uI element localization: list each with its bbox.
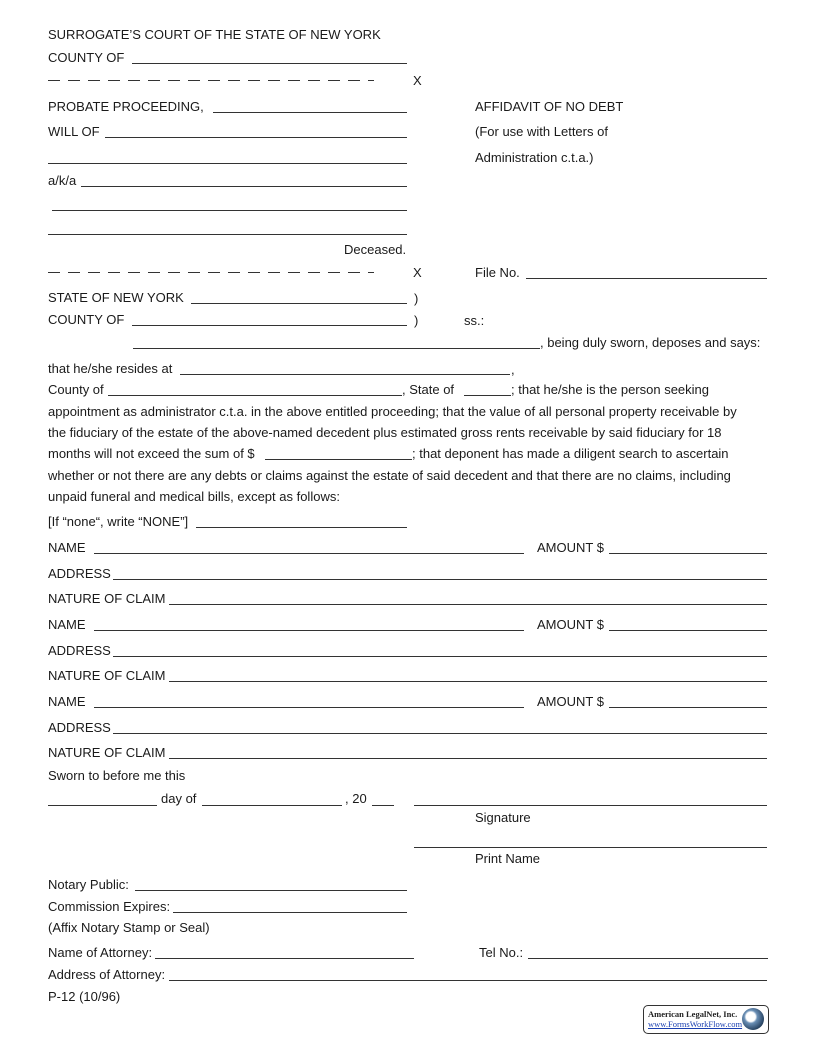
county-of-residence-label: County of [48,382,104,397]
month-field[interactable] [202,791,342,806]
claim-1-name-field[interactable] [94,539,524,554]
claim-1-amount-label: AMOUNT $ [537,540,604,555]
commission-label: Commission Expires: [48,899,171,914]
county-of-residence-field[interactable] [108,381,402,396]
deceased-label: Deceased. [344,242,407,257]
logo-website-link[interactable]: www.FormsWorkFlow.com [648,1019,743,1029]
residence-field[interactable] [180,360,510,375]
aka-field-3[interactable] [48,220,407,235]
months-prefix: months will not exceed the sum of $ [48,446,255,461]
claim-2-address-label: ADDRESS [48,643,111,658]
claim-1-name-label: NAME [48,540,86,555]
venue-county-label: COUNTY OF [48,312,125,327]
seeking-text: ; that he/she is the person seeking [511,382,710,397]
state-of-label: , State of [402,382,455,397]
paragraph-line-6: unpaid funeral and medical bills, except as follows: [48,489,340,504]
venue-county-field[interactable] [132,311,407,326]
document-title: AFFIDAVIT OF NO DEBT [475,99,624,114]
claim-3-address-field[interactable] [113,719,767,734]
logo-company-name: American LegalNet, Inc. [648,1009,738,1019]
commission-field[interactable] [173,898,407,913]
caption-divider-bottom [48,272,413,273]
print-name-label: Print Name [475,851,541,866]
tel-label: Tel No.: [479,945,524,960]
claim-3-address-label: ADDRESS [48,720,111,735]
file-no-field[interactable] [526,264,767,279]
aka-label: a/k/a [48,173,77,188]
county-of-field[interactable] [132,49,407,64]
attorney-name-label: Name of Attorney: [48,945,153,960]
probate-label: PROBATE PROCEEDING, [48,99,204,114]
year-prefix: , 20 [345,791,367,806]
sworn-label: Sworn to before me this [48,768,186,783]
claim-2-name-field[interactable] [94,616,524,631]
claim-2-nature-label: NATURE OF CLAIM [48,668,166,683]
deponent-name-field[interactable] [133,334,540,349]
signature-field[interactable] [414,791,767,806]
venue-paren-1: ) [414,291,419,306]
publisher-logo[interactable] [643,1005,769,1034]
claim-3-nature-label: NATURE OF CLAIM [48,745,166,760]
claim-2-address-field[interactable] [113,642,767,657]
aka-field-2[interactable] [52,196,407,211]
year-field[interactable] [372,791,394,806]
affix-label: (Affix Notary Stamp or Seal) [48,920,210,935]
claim-2-name-label: NAME [48,617,86,632]
document-subtitle-2: Administration c.t.a.) [475,150,594,165]
claim-3-name-label: NAME [48,694,86,709]
claim-3-name-field[interactable] [94,693,524,708]
will-of-label: WILL OF [48,124,100,139]
will-of-field[interactable] [105,123,407,138]
day-field[interactable] [48,791,157,806]
venue-paren-2: ) [414,313,419,328]
caption-divider-top [48,80,413,81]
venue-state-field[interactable] [191,289,407,304]
paragraph-line-3: the fiduciary of the estate of the above-named decedent plus estimated gross rents receivable by said fiduciary for 18 [48,425,722,440]
attorney-name-field[interactable] [155,944,414,959]
document-subtitle-1: (For use with Letters of [475,124,608,139]
sum-field[interactable] [265,445,412,460]
will-of-field-2[interactable] [48,149,407,164]
claim-2-nature-field[interactable] [169,667,767,682]
file-no-label: File No. [475,265,520,280]
aka-field[interactable] [81,172,407,187]
claim-2-amount-label: AMOUNT $ [537,617,604,632]
globe-icon [742,1008,764,1030]
probate-field[interactable] [213,98,407,113]
state-of-field[interactable] [464,381,511,396]
paragraph-line-5: whether or not there are any debts or claims against the estate of said decedent and that there are no claims, including [48,468,731,483]
attorney-address-field[interactable] [169,966,767,981]
if-none-field[interactable] [196,513,407,528]
claim-3-amount-field[interactable] [609,693,767,708]
if-none-label: [If “none“, write “NONE”] [48,514,189,529]
day-of-label: day of [161,791,197,806]
claim-3-nature-field[interactable] [169,744,767,759]
claim-1-amount-field[interactable] [609,539,767,554]
claim-2-amount-field[interactable] [609,616,767,631]
notary-public-field[interactable] [135,876,407,891]
court-title: SURROGATE’S COURT OF THE STATE OF NEW YORK [48,27,381,42]
county-of-label: COUNTY OF [48,50,125,65]
venue-state-label: STATE OF NEW YORK [48,290,184,305]
claim-1-nature-field[interactable] [169,590,767,605]
sworn-suffix: , being duly sworn, deposes and says: [540,335,761,350]
caption-x-top: X [413,73,422,88]
signature-label: Signature [475,810,531,825]
ss-label: ss.: [464,313,485,328]
caption-x-bottom: X [413,265,422,280]
form-code: P-12 (10/96) [48,989,121,1004]
claim-1-nature-label: NATURE OF CLAIM [48,591,166,606]
claim-1-address-label: ADDRESS [48,566,111,581]
claim-3-amount-label: AMOUNT $ [537,694,604,709]
residence-comma: , [511,362,515,377]
attorney-address-label: Address of Attorney: [48,967,166,982]
print-name-field[interactable] [414,833,767,848]
resides-label: that he/she resides at [48,361,173,376]
months-suffix: ; that deponent has made a diligent search to ascertain [412,446,729,461]
paragraph-line-2: appointment as administrator c.t.a. in the above entitled proceeding; that the value of all personal property receivable by [48,404,737,419]
tel-field[interactable] [528,944,768,959]
notary-public-label: Notary Public: [48,877,129,892]
claim-1-address-field[interactable] [113,565,767,580]
